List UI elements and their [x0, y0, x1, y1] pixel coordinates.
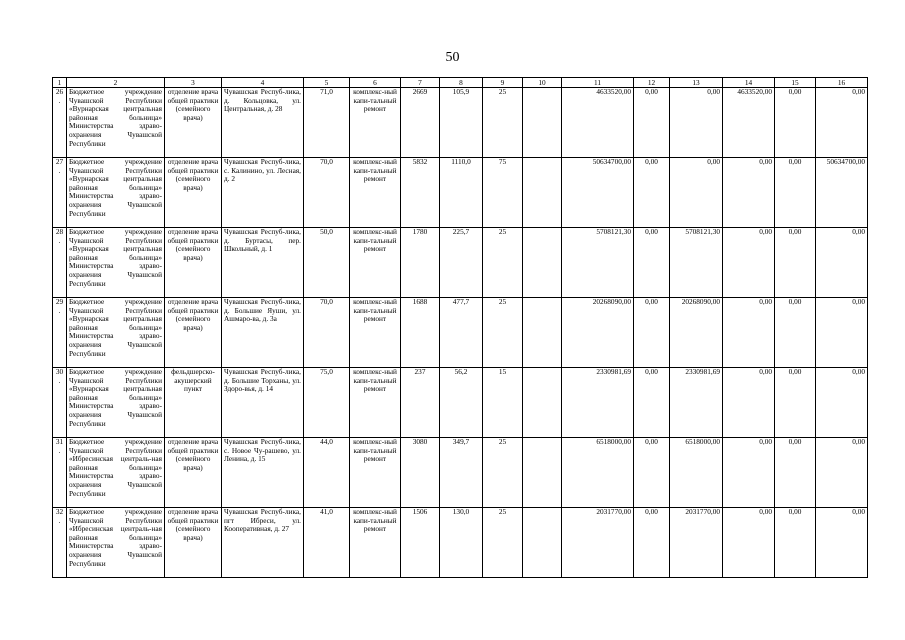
facility-address: Чувашская Респуб-лика, с. Новое Чу-рашево, ул. Ленина, д. 15 [222, 438, 304, 508]
col7-value: 237 [401, 368, 440, 438]
row-number: 29. [53, 298, 67, 368]
work-type: комплекс-ный капи-тальный ремонт [350, 508, 401, 578]
col12-amount: 0,00 [634, 88, 670, 158]
col11-amount: 50634700,00 [562, 158, 634, 228]
col11-amount: 2330981,69 [562, 368, 634, 438]
col8-value: 477,7 [440, 298, 483, 368]
col16-amount: 0,00 [816, 88, 868, 158]
col16-amount: 0,00 [816, 368, 868, 438]
table-row [53, 368, 868, 438]
column-number: 7 [401, 78, 440, 88]
col15-amount: 0,00 [775, 368, 816, 438]
row-number: 32. [53, 508, 67, 578]
column-number-row [53, 78, 868, 88]
col7-value: 1780 [401, 228, 440, 298]
col8-value: 1110,0 [440, 158, 483, 228]
col9-value: 25 [483, 508, 523, 578]
col14-amount: 0,00 [723, 368, 775, 438]
col14-amount: 0,00 [723, 158, 775, 228]
column-number: 12 [634, 78, 670, 88]
column-number: 3 [165, 78, 222, 88]
table-row [53, 228, 868, 298]
column-number: 9 [483, 78, 523, 88]
facility-address: Чувашская Респуб-лика, с. Калинино, ул. Лесная, д. 2 [222, 158, 304, 228]
col16-amount: 50634700,00 [816, 158, 868, 228]
col7-value: 2669 [401, 88, 440, 158]
facility-unit: фельдшерско-акушерский пункт [165, 368, 222, 438]
col5-value: 70,0 [304, 298, 350, 368]
col5-value: 44,0 [304, 438, 350, 508]
col9-value: 75 [483, 158, 523, 228]
col10-value [523, 368, 562, 438]
col15-amount: 0,00 [775, 158, 816, 228]
organization-name: Бюджетное учреждение Чувашской Республики «Вурнарская центральная районная больница» Министерства здраво-охранения Чувашской Республики [67, 298, 165, 368]
col13-amount: 2031770,00 [670, 508, 723, 578]
col12-amount: 0,00 [634, 508, 670, 578]
col13-amount: 5708121,30 [670, 228, 723, 298]
col10-value [523, 508, 562, 578]
organization-name: Бюджетное учреждение Чувашской Республики «Вурнарская центральная районная больница» Министерства здраво-охранения Чувашской Республики [67, 228, 165, 298]
col11-amount: 20268090,00 [562, 298, 634, 368]
table-row [53, 298, 868, 368]
col15-amount: 0,00 [775, 508, 816, 578]
facility-address: Чувашская Респуб-лика, д. Кольцовка, ул. Центральная, д. 28 [222, 88, 304, 158]
facility-address: Чувашская Респуб-лика, пгт Ибреси, ул. Кооперативная, д. 27 [222, 508, 304, 578]
col11-amount: 5708121,30 [562, 228, 634, 298]
organization-name: Бюджетное учреждение Чувашской Республики «Ибресинская централь-ная районная больница» Министерства здраво-охранения Чувашской Республики [67, 438, 165, 508]
facility-unit: отделение врача общей практики (семейного врача) [165, 228, 222, 298]
column-number: 1 [53, 78, 67, 88]
work-type: комплекс-ный капи-тальный ремонт [350, 368, 401, 438]
col9-value: 25 [483, 298, 523, 368]
column-number: 15 [775, 78, 816, 88]
col9-value: 25 [483, 88, 523, 158]
organization-name: Бюджетное учреждение Чувашской Республики «Вурнарская центральная районная больница» Министерства здраво-охранения Чувашской Республики [67, 158, 165, 228]
row-number: 28. [53, 228, 67, 298]
column-number: 2 [67, 78, 165, 88]
facility-address: Чувашская Респуб-лика, д. Большие Яуши, ул. Ашмаро-ва, д. 3а [222, 298, 304, 368]
column-number: 11 [562, 78, 634, 88]
col14-amount: 0,00 [723, 228, 775, 298]
col7-value: 5832 [401, 158, 440, 228]
col10-value [523, 228, 562, 298]
col13-amount: 0,00 [670, 88, 723, 158]
table-row [53, 88, 868, 158]
col11-amount: 4633520,00 [562, 88, 634, 158]
column-number: 6 [350, 78, 401, 88]
col8-value: 130,0 [440, 508, 483, 578]
work-type: комплекс-ный капи-тальный ремонт [350, 158, 401, 228]
facility-unit: отделение врача общей практики (семейного врача) [165, 88, 222, 158]
col5-value: 50,0 [304, 228, 350, 298]
organization-name: Бюджетное учреждение Чувашской Республики «Ибресинская централь-ная районная больница» Министерства здраво-охранения Чувашской Республики [67, 508, 165, 578]
col8-value: 349,7 [440, 438, 483, 508]
col9-value: 15 [483, 368, 523, 438]
col14-amount: 0,00 [723, 438, 775, 508]
col11-amount: 2031770,00 [562, 508, 634, 578]
col10-value [523, 438, 562, 508]
work-type: комплекс-ный капи-тальный ремонт [350, 298, 401, 368]
facility-unit: отделение врача общей практики (семейного врача) [165, 438, 222, 508]
col13-amount: 0,00 [670, 158, 723, 228]
col10-value [523, 158, 562, 228]
column-number: 14 [723, 78, 775, 88]
facility-address: Чувашская Респуб-лика, д. Большие Торханы, ул. Здоро-вья, д. 14 [222, 368, 304, 438]
col9-value: 25 [483, 438, 523, 508]
facility-unit: отделение врача общей практики (семейного врача) [165, 298, 222, 368]
col12-amount: 0,00 [634, 228, 670, 298]
col11-amount: 6518000,00 [562, 438, 634, 508]
col8-value: 225,7 [440, 228, 483, 298]
col5-value: 71,0 [304, 88, 350, 158]
work-type: комплекс-ный капи-тальный ремонт [350, 228, 401, 298]
col8-value: 56,2 [440, 368, 483, 438]
column-number: 16 [816, 78, 868, 88]
col14-amount: 0,00 [723, 298, 775, 368]
col10-value [523, 298, 562, 368]
col7-value: 1688 [401, 298, 440, 368]
organization-name: Бюджетное учреждение Чувашской Республики «Вурнарская центральная районная больница» Министерства здраво-охранения Чувашской Республики [67, 368, 165, 438]
col13-amount: 2330981,69 [670, 368, 723, 438]
row-number: 30. [53, 368, 67, 438]
work-type: комплекс-ный капи-тальный ремонт [350, 88, 401, 158]
col5-value: 70,0 [304, 158, 350, 228]
col12-amount: 0,00 [634, 158, 670, 228]
col15-amount: 0,00 [775, 228, 816, 298]
page-number: 50 [445, 50, 460, 65]
column-number: 5 [304, 78, 350, 88]
facility-unit: отделение врача общей практики (семейного врача) [165, 508, 222, 578]
col8-value: 105,9 [440, 88, 483, 158]
col12-amount: 0,00 [634, 298, 670, 368]
col10-value [523, 88, 562, 158]
col7-value: 3080 [401, 438, 440, 508]
col16-amount: 0,00 [816, 228, 868, 298]
col15-amount: 0,00 [775, 298, 816, 368]
table-row [53, 158, 868, 228]
col15-amount: 0,00 [775, 438, 816, 508]
column-number: 13 [670, 78, 723, 88]
facility-address: Чувашская Респуб-лика, д. Буртасы, пер. Школьный, д. 1 [222, 228, 304, 298]
col15-amount: 0,00 [775, 88, 816, 158]
col14-amount: 0,00 [723, 508, 775, 578]
col13-amount: 20268090,00 [670, 298, 723, 368]
col12-amount: 0,00 [634, 368, 670, 438]
facility-unit: отделение врача общей практики (семейного врача) [165, 158, 222, 228]
work-type: комплекс-ный капи-тальный ремонт [350, 438, 401, 508]
table-row [53, 438, 868, 508]
col16-amount: 0,00 [816, 508, 868, 578]
col13-amount: 6518000,00 [670, 438, 723, 508]
row-number: 27. [53, 158, 67, 228]
row-number: 26. [53, 88, 67, 158]
col7-value: 1506 [401, 508, 440, 578]
register-table [52, 77, 868, 578]
col12-amount: 0,00 [634, 438, 670, 508]
col9-value: 25 [483, 228, 523, 298]
col16-amount: 0,00 [816, 438, 868, 508]
col5-value: 41,0 [304, 508, 350, 578]
column-number: 8 [440, 78, 483, 88]
col16-amount: 0,00 [816, 298, 868, 368]
row-number: 31. [53, 438, 67, 508]
organization-name: Бюджетное учреждение Чувашской Республики «Вурнарская центральная районная больница» Министерства здраво-охранения Чувашской Республики [67, 88, 165, 158]
col14-amount: 4633520,00 [723, 88, 775, 158]
table-body [53, 78, 868, 578]
column-number: 10 [523, 78, 562, 88]
col5-value: 75,0 [304, 368, 350, 438]
table-row [53, 508, 868, 578]
column-number: 4 [222, 78, 304, 88]
